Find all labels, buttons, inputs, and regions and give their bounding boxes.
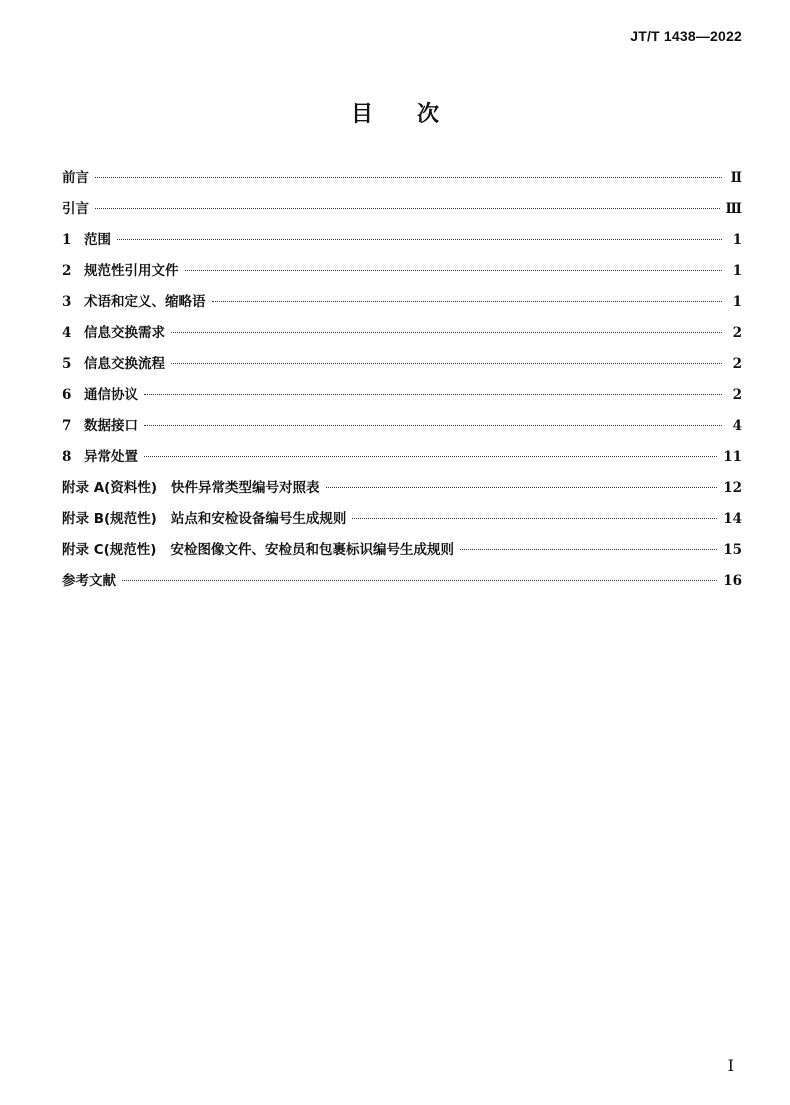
toc-entry-number: 6 — [62, 387, 72, 403]
toc-entry-page: 4 — [732, 418, 742, 434]
toc-entry[interactable] — [62, 352, 742, 383]
toc-entry[interactable] — [62, 476, 742, 507]
toc-entry-label: 异常处置 — [84, 449, 138, 465]
toc-entry[interactable] — [62, 538, 742, 569]
toc-entry-label: 信息交换需求 — [84, 325, 165, 341]
toc-entry-number: 3 — [62, 294, 72, 310]
toc-entry-label: 规范性引用文件 — [84, 263, 179, 279]
table-of-contents — [62, 166, 742, 600]
toc-entry[interactable] — [62, 290, 742, 321]
dot-leader — [171, 332, 722, 333]
dot-leader — [95, 208, 720, 209]
toc-entry-label: 附录 A(资料性) — [62, 480, 157, 496]
toc-entry-subtitle: 站点和安检设备编号生成规则 — [170, 511, 347, 527]
toc-entry[interactable] — [62, 166, 742, 197]
toc-entry[interactable] — [62, 197, 742, 228]
toc-entry-page: 1 — [732, 294, 742, 310]
dot-leader — [144, 456, 717, 457]
toc-entry[interactable] — [62, 445, 742, 476]
toc-entry-page: 2 — [732, 356, 742, 372]
toc-entry-page: Ⅲ — [725, 201, 742, 217]
toc-entry-page: 14 — [723, 511, 742, 527]
toc-entry[interactable] — [62, 383, 742, 414]
toc-entry-number: 8 — [62, 449, 72, 465]
toc-entry-page: 12 — [723, 480, 742, 496]
toc-entry-label: 术语和定义、缩略语 — [84, 294, 206, 310]
toc-entry-number: 4 — [62, 325, 72, 341]
toc-entry-label: 附录 C(规范性) — [62, 542, 157, 558]
toc-entry-number: 7 — [62, 418, 72, 434]
toc-title: 目次 — [350, 102, 483, 127]
dot-leader — [352, 518, 717, 519]
toc-entry[interactable] — [62, 569, 742, 600]
toc-entry-page: 2 — [732, 325, 742, 341]
toc-entry-page: 1 — [732, 232, 742, 248]
standard-code: JT/T 1438—2022 — [630, 28, 742, 44]
dot-leader — [144, 425, 722, 426]
page-number: I — [727, 1056, 734, 1075]
toc-entry-label: 数据接口 — [84, 418, 138, 434]
toc-entry-subtitle: 快件异常类型编号对照表 — [171, 480, 320, 496]
dot-leader — [212, 301, 723, 302]
toc-entry-page: Ⅱ — [730, 170, 742, 186]
toc-entry-page: 1 — [732, 263, 742, 279]
toc-entry-page: 11 — [723, 449, 742, 465]
toc-entry-page: 2 — [732, 387, 742, 403]
toc-entry[interactable] — [62, 228, 742, 259]
toc-entry[interactable] — [62, 321, 742, 352]
dot-leader — [460, 549, 717, 550]
toc-entry-subtitle: 安检图像文件、安检员和包裹标识编号生成规则 — [170, 542, 454, 558]
toc-entry-number: 5 — [62, 356, 72, 372]
toc-entry[interactable] — [62, 507, 742, 538]
dot-leader — [122, 580, 717, 581]
toc-entry-label: 前言 — [62, 170, 89, 186]
toc-entry-label: 范围 — [84, 232, 111, 248]
toc-entry-label: 参考文献 — [62, 573, 116, 589]
dot-leader — [326, 487, 718, 488]
toc-entry[interactable] — [62, 259, 742, 290]
dot-leader — [185, 270, 723, 271]
toc-entry-number: 1 — [62, 232, 72, 248]
toc-entry-label: 附录 B(规范性) — [62, 511, 157, 527]
dot-leader — [117, 239, 722, 240]
toc-entry-label: 引言 — [62, 201, 89, 217]
dot-leader — [144, 394, 722, 395]
dot-leader — [171, 363, 722, 364]
toc-entry-page: 15 — [723, 542, 742, 558]
toc-entry[interactable] — [62, 414, 742, 445]
toc-entry-label: 通信协议 — [84, 387, 138, 403]
toc-entry-label: 信息交换流程 — [84, 356, 165, 372]
toc-entry-page: 16 — [723, 573, 742, 589]
dot-leader — [95, 177, 722, 178]
toc-entry-number: 2 — [62, 263, 72, 279]
